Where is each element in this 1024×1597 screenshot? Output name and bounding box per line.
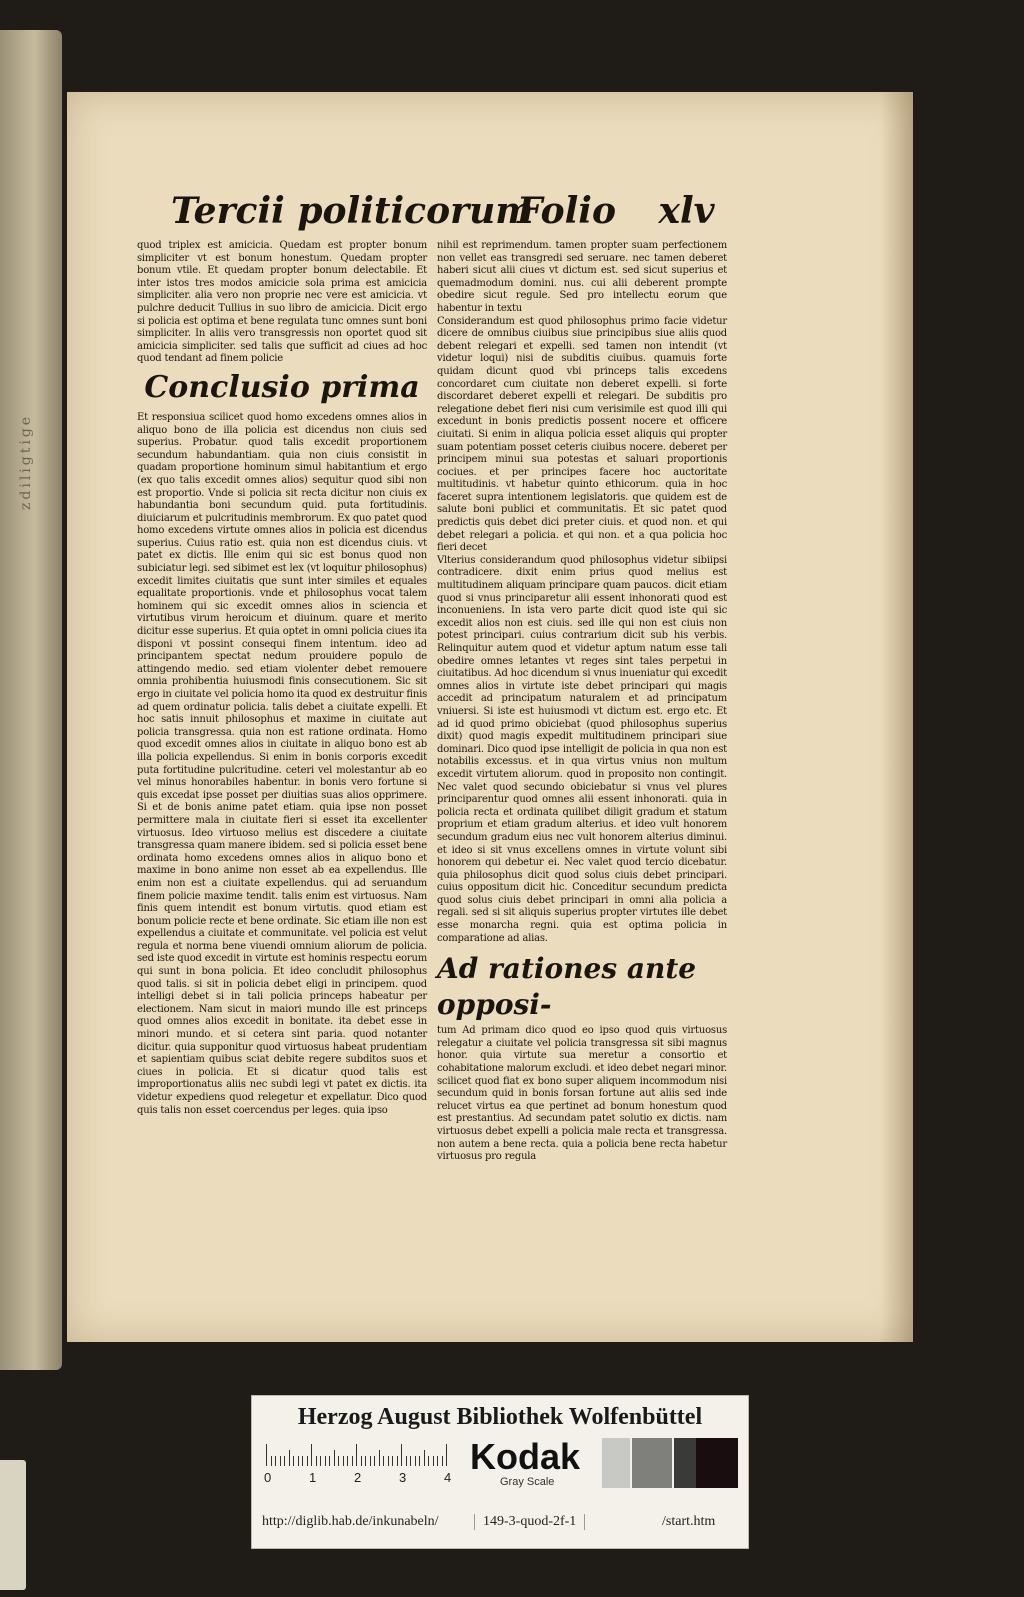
ruler-tick xyxy=(428,1456,429,1466)
ruler-tick xyxy=(401,1444,402,1466)
ruler-tick xyxy=(302,1456,303,1466)
ruler-tick xyxy=(320,1456,321,1466)
ruler-tick xyxy=(392,1456,393,1466)
left-column-intro: quod triplex est amicicia. Quedam est propter bonum simpliciter vt est bonum honestum. Quedam propter bonum vtile. Et quedam propter bonum delectabile. Et inter istos tres modos amicicie sola prima est amicicia simpliciter. alia vero non proprie nec vere est amicicia. vt pulchre deducit Tullius in suo libro de amicicia. Dicit ergo si policia est optima et bene regulata tunc omnes sunt boni simpliciter. In aliis vero transgressis non oportet quod sit amicicia simpliciter. sed talis que sufficit ad ciues ad hoc quod tendant ad finem policie xyxy=(137,240,427,365)
ruler-number: 1 xyxy=(309,1470,317,1485)
ruler-tick xyxy=(388,1456,389,1466)
right-column-paragraph-2: Considerandum est quod philosophus primo facie videtur dicere de omnibus ciuibus siue principibus siue aliis quod debent relegari et expelli. sed tamen non intendit (vt videtur loqui) nisi de subditis ciuibus. quamuis forte quidam dicunt quod vbi princeps talis excedens concordaret cum ciuitate non deberet expelli. si forte discordaret deberet expelli et relegari. De subditis pro relegatione debet fieri nisi cum verisimile est quod illi qui excedunt in bonis predictis possent nocere et officere ciuitati. Si enim in aliqua policia esset aliquis qui propter suam potentiam posset ceteris ciuibus nocere. deberet per principem minui sua potestas et saluari proportionis cociues. et per principes facere hoc auctoritate multitudinis. vt habetur quinto ethicorum. quia in hoc faceret supra intentionem legislatoris. que quidem est de salute boni publici et communitatis. Et sic patet quod predictis quis debet dici preter ciuis. et quod non. et qui debet relegari a policia. et qui non. et a qua policia hoc fieri decet xyxy=(437,315,727,554)
right-column-paragraph-3: Vlterius considerandum quod philosophus videtur sibiipsi contradicere. dixit enim prius quod melius est multitudinem aliquam principare quam paucos. dicit etiam quod si vnus principaretur alii essent inhonorati quod est inconueniens. In ista vero parte dicit quod iste qui sic excedit alios non est ciuis. sed ille qui non est ciuis non potest principari. cuius contrarium dicit sub his verbis. Relinquitur autem quod et videtur aptum natum esse tali obedire omnes letantes vt reges sint tales perpetui in ciuitatibus. Ad hoc dicendum si vnus inueniatur qui excedit omnes alios in virtute iste debet principari qui magis accedit ad principatum naturalem et ad principatum vniuersi. Si iste est huiusmodi vt dictum est. ergo etc. Et ad id quod primo obiciebat (quod philosophus superius dixit) quod magis expedit multitudinem principari siue dominari. Dico quod ipse intelligit de policia in qua non est notabilis excessus. et in qua virtus vnius non multum excedit virtutem aliorum. quod in proposito non contingit. Nec valet quod secundo obiciebatur si vnus vel plures principarentur quod omnes alii essent inhonorati. quia in policia recta et ordinata quilibet diligit gradum et statum proprium et etiam gradum alterius. et ideo vult honorem secundum gradum eius nec vult honorem alterius diminui. et ideo si sit vnus excellens omnes in virtute volunt sibi honorem qui debetur ei. Nec valet quod tercio dicebatur. quia philosophus dicit quod solus ciuis debet principari. cuius oppositum dicit hic. Conceditur secundum predicta quod solus ciuis debet principari in omni alia policia a regali. sed si sit aliquis superius propter virtutes ille debet esse monarcha regni. quia est optima policia in comparatione ad alias. xyxy=(437,554,727,944)
ruler-number: 0 xyxy=(264,1470,272,1485)
ruler-tick xyxy=(397,1456,398,1466)
ruler-tick xyxy=(406,1456,407,1466)
ruler-tick xyxy=(365,1456,366,1466)
ruler-tick xyxy=(433,1456,434,1466)
running-head-folio: Folio xlv xyxy=(517,190,715,232)
ruler-tick xyxy=(410,1456,411,1466)
section-heading-ad-rationes: Ad rationes ante opposi- xyxy=(437,952,697,1022)
ruler-tick xyxy=(284,1456,285,1466)
ruler-tick xyxy=(298,1456,299,1466)
ruler-tick xyxy=(266,1444,267,1466)
ruler-tick xyxy=(370,1456,371,1466)
ruler-tick xyxy=(311,1444,312,1466)
ruler-number: 4 xyxy=(444,1470,452,1485)
gray-scale-label: Gray Scale xyxy=(500,1476,555,1488)
ruler-tick xyxy=(361,1456,362,1466)
ruler-tick xyxy=(419,1456,420,1466)
right-column-closing: tum Ad primam dico quod eo ipso quod quis virtuosus relegatur a ciuitate vel policia transgressa sit sibi magnus honor. quia virtute sua meretur a consortio et cohabitatione malorum excludi. et ideo debet negari minor. scilicet quod fiat ex bono super aliquem incommodum nisi secundum quid in bonis forsan fortune aut aliis sed inde relucet virtus ea que pertinet ad bonum honestum quod est prestantius. Ad secundam patet solutio ex dictis. nam virtuosus debet expelli a policia male recta et transgressa. non autem a bene recta. quia a policia bene recta habetur virtuosus pro regula xyxy=(437,1025,727,1163)
section-heading-conclusio: Conclusio prima xyxy=(144,369,420,405)
ruler-tick xyxy=(325,1456,326,1466)
ruler-tick xyxy=(352,1456,353,1466)
left-column-body: Et responsiua scilicet quod homo excedens omnes alios in aliquo bono de illa policia est dicendus non ciuis sed superius. Probatur. quod talis excedit proportionem secundum habundantiam. quia non ciuis consistit in quadam proportione hominum simul habitantium et ergo (ex quo talis excedit omnes alios) sequitur quod sibi non est proportio. Vnde si policia sit recta dicitur non ciuis ex habundantia boni secundum quid. puta fortitudinis. diuiciarum et pulcritudinis membrorum. Ex quo patet quod homo excedens virtute omnes alios in policia est dicendus superius. Cuius ratio est. quia non est dicendus ciuis. vt patet ex dictis. Ille enim qui sic est bonus quod non subiciatur legi. sed sibimet est lex (vt loquitur philosophus) excedit limites ciuitatis que sunt inter similes et equales equalitate proportionis. vnde et philosophus vocat talem hominem qui sic excedit omnes alios in sciencia et virtutibus virum heroicum et diuinum. quare et merito dicitur esse superius. Et quia optet in omni policia ciues ita disponi vt possint consequi finem intentum. ideo ad principantem spectat nedum prouidere populo de attingendo medio. sed etiam violenter debet remouere omnia prohibentia huiusmodi finis consecutionem. Sic sit ergo in ciuitate vel policia homo ita quod ex destruitur finis ad quem ordinatur policia. talis debet a ciuitate expelli. Et hoc satis innuit philosophus et maxime in ciuitate aut policia transgressa. quia non est ratione ordinata. Homo quod excedit omnes alios in ciuitate in aliquo bono est ab illa policia expellendus. Si enim in bonis corporis excedit puta fortitudine pulcritudine. ceteri vel molestantur ab eo vel minus honorabiles habentur. in bonis vero fortune si quis excedat ipse posset per diuitias suas alios opprimere. Si et de bonis anime patet etiam. quia ipse non posset permittere mala in ciuitate fieri si esset ita excellenter virtuosus. Ideo virtuoso melius est discedere a ciuitate transgressa quam manere ibidem. sed si policia esset bene ordinata homo excedens omnes alios in aliquo bono et maxime in bono anime non esset ab ea expellendus. Ille enim non est a ciuitate expellendus. qui ad seruandum finem policie maxime tendit. talis enim est virtuosus. Nam finis quem intendit est bonum virtutis. quod etiam est bonum policie recte et bene ordinate. Sic etiam ille non est expellendus a ciuitate et communitate. vel policia est velut regula et norma bene viuendi omnium aliorum de policia. sed iste quod excedit in virtute est hominis respectu eorum qui sunt in bona policia. Et ideo concludit philosophus quod talis. si sit in policia debet eligi in principem. quod intelligi debet si in tali policia princeps habeatur per electionem. Nam sicut in maiori mundo ille est princeps quod omnes alios excedit in bonitate. ita debet esse in minori mundo. et si cetera sint paria. quod notanter dicitur. quia supponitur quod virtuosus habeat prudentiam et sapientiam quibus sciat debite regere subditos suos et ciues in policia. Et si dicatur quod talis est improportionatus aliis nec subdi legi vt patet ex dictis. ita videtur expediens quod relegetur et expellatur. Dico quod quis talis non esset coercendus per leges. quia ipso xyxy=(137,411,427,1116)
ruler-tick xyxy=(334,1450,335,1466)
ruler-tick xyxy=(437,1456,438,1466)
ruler-tick xyxy=(307,1456,308,1466)
color-calibration-target xyxy=(251,1395,749,1549)
url-suffix: /start.htm xyxy=(662,1514,716,1529)
ruler-tick xyxy=(293,1456,294,1466)
ruler-tick xyxy=(446,1444,447,1466)
ruler-tick xyxy=(280,1456,281,1466)
ruler-tick xyxy=(275,1456,276,1466)
ruler-tick xyxy=(442,1456,443,1466)
right-column-intro: nihil est reprimendum. tamen propter suam perfectionem non vellet eas transgredi sed seruare. nec tamen deberet haberi sicut alii ciues vt dictum est. sed sicut superius et quemadmodum domini. nus. cui alii deberent prompte obedire sicut regule. Sed pro intellectu eorum que habentur in textu xyxy=(437,240,727,314)
ruler-tick xyxy=(415,1456,416,1466)
ruler-tick xyxy=(289,1450,290,1466)
left-column xyxy=(137,240,427,1117)
shelf-label-tag xyxy=(0,1460,26,1590)
adjacent-page-text: zdiligtige xyxy=(18,413,34,510)
gray-swatch-4 xyxy=(696,1438,738,1488)
adjacent-page-edge xyxy=(0,30,62,1370)
ruler-tick xyxy=(424,1450,425,1466)
ruler-number: 3 xyxy=(399,1470,407,1485)
right-column xyxy=(437,240,727,1164)
ruler-tick xyxy=(316,1456,317,1466)
ruler-numbers xyxy=(264,1470,464,1486)
library-name: Herzog August Bibliothek Wolfenbüttel xyxy=(297,1404,703,1430)
gray-swatch-2 xyxy=(632,1438,672,1488)
gray-swatch-3 xyxy=(674,1438,696,1488)
incunable-page xyxy=(67,92,913,1342)
ruler-tick xyxy=(356,1444,357,1466)
ruler-tick xyxy=(379,1450,380,1466)
ruler-tick xyxy=(271,1456,272,1466)
ruler-number: 2 xyxy=(354,1470,362,1485)
ruler-tick xyxy=(347,1456,348,1466)
running-head xyxy=(67,190,913,240)
ruler-tick xyxy=(383,1456,384,1466)
url-item-id: 149-3-quod-2f-1 xyxy=(474,1514,585,1530)
ruler-tick xyxy=(338,1456,339,1466)
kodak-logo: Kodak xyxy=(470,1436,581,1477)
running-head-left: Tercii politicorum xyxy=(171,190,534,232)
measurement-ruler xyxy=(266,1442,462,1466)
url-base: http://diglib.hab.de/inkunabeln/ xyxy=(262,1514,439,1529)
ruler-tick xyxy=(343,1456,344,1466)
ruler-tick xyxy=(329,1456,330,1466)
gray-swatch-1 xyxy=(602,1438,630,1488)
ruler-tick xyxy=(374,1456,375,1466)
